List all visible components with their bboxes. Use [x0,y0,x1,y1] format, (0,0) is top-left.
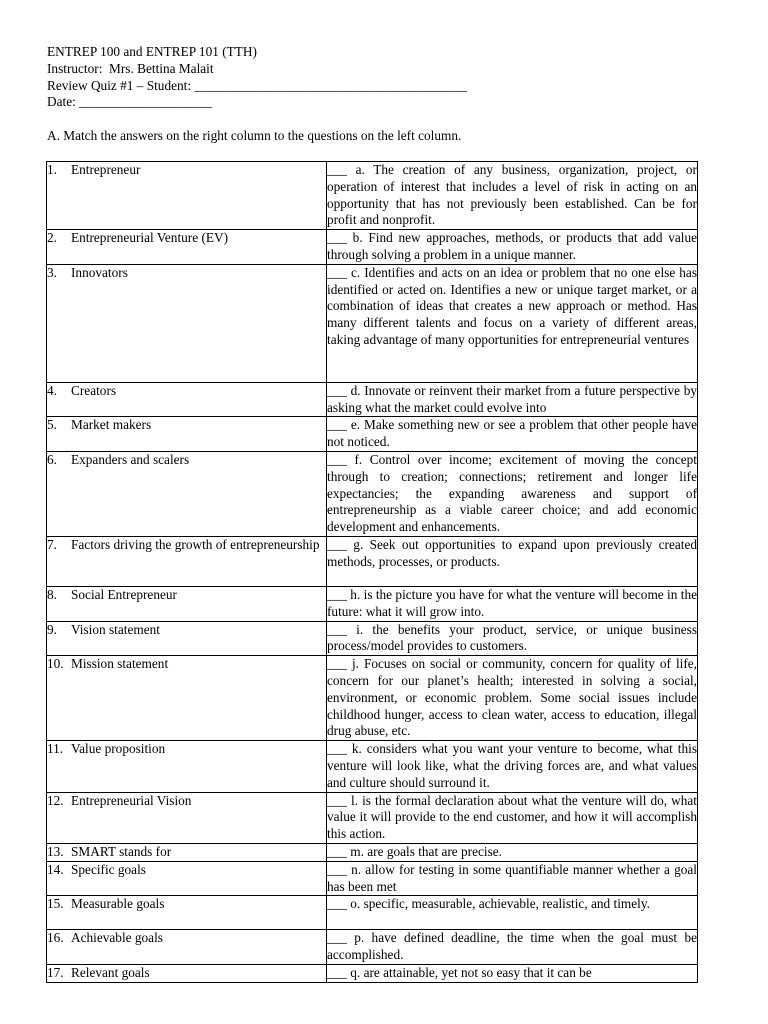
question-number: 17. [47,964,64,980]
question-cell [47,451,327,536]
answer-cell: ___ n. allow for testing in some quantifiable manner whether a goal has been met [327,861,698,896]
table-row [47,162,698,230]
question-cell [47,382,327,417]
question-item [47,793,326,810]
question-item [47,230,326,247]
question-item [47,741,326,758]
question-cell [47,792,327,843]
instructions: A. Match the answers on the right column to the questions on the left column. [47,128,462,143]
question-number: 7. [47,536,57,552]
question-cell [47,741,327,792]
question-item [47,862,326,879]
question-term: Social Entrepreneur [71,586,177,602]
course-title: ENTREP 100 and ENTREP 101 (TTH) [47,44,257,59]
answer-cell: ___ q. are attainable, yet not so easy that it can be [327,964,698,982]
question-cell [47,536,327,586]
answer-cell: ___ e. Make something new or see a problem that other people have not noticed. [327,417,698,452]
question-term: Factors driving the growth of entrepreneurship [71,536,320,552]
question-number: 12. [47,792,64,808]
question-term: Specific goals [71,861,146,877]
answer-cell: ___ l. is the formal declaration about what the venture will do, what value it will provide to the end customer, and how it will accomplish this action. [327,792,698,843]
question-term: Expanders and scalers [71,451,190,467]
answer-cell: ___ o. specific, measurable, achievable, realistic, and timely. [327,896,698,930]
question-item [47,587,326,604]
question-item [47,383,326,400]
table-row [47,536,698,586]
question-term: Market makers [71,417,152,433]
question-number: 1. [47,162,57,177]
table-row [47,656,698,741]
question-item [47,265,326,282]
answer-cell: ___ f. Control over income; excitement of moving the concept through to creation; connections; retirement and longer life expectancies; the expanding awareness and support of entrepreneurship as a viable career choice; and add economic development and enhancements. [327,451,698,536]
question-term: Relevant goals [71,964,150,980]
table-row [47,230,698,265]
table-row [47,586,698,621]
question-number: 10. [47,656,64,672]
question-number: 4. [47,382,57,398]
table-row [47,792,698,843]
question-number: 6. [47,451,57,467]
document-header [47,44,467,111]
answer-cell: ___ m. are goals that are precise. [327,843,698,861]
table-row [47,621,698,656]
answer-cell: ___ a. The creation of any business, organization, project, or operation of interest that includes a level of risk in acting on an opportunity that has not previously been established. Can be for profit and nonprofit. [327,162,698,230]
table-row [47,741,698,792]
question-cell [47,656,327,741]
instructor-line: Instructor: Mrs. Bettina Malait [47,60,214,76]
question-number: 13. [47,843,64,859]
question-item [47,930,326,947]
question-number: 15. [47,896,64,912]
question-item [47,622,326,639]
question-item [47,844,326,861]
question-cell [47,930,327,965]
question-term: Mission statement [71,656,169,672]
question-item [47,896,326,913]
question-item [47,452,326,469]
answer-cell: ___ b. Find new approaches, methods, or products that add value through solving a problem in a unique manner. [327,230,698,265]
question-number: 8. [47,586,57,602]
table-row [47,964,698,982]
student-line: Review Quiz #1 – Student: _________________________________________ [47,77,467,93]
question-item [47,417,326,434]
question-item [47,965,326,982]
table-row [47,451,698,536]
question-term: Innovators [71,264,128,280]
table-row [47,861,698,896]
question-term: Measurable goals [71,896,165,912]
question-number: 16. [47,930,64,946]
question-number: 5. [47,417,57,433]
question-term: Vision statement [71,621,160,637]
question-cell [47,264,327,382]
question-cell [47,843,327,861]
question-item [47,537,326,554]
question-cell [47,417,327,452]
date-line: Date: ____________________ [47,94,213,110]
question-number: 3. [47,264,57,280]
answer-cell: ___ g. Seek out opportunities to expand upon previously created methods, processes, or products. [327,536,698,586]
question-number: 11. [47,741,64,757]
question-number: 14. [47,861,64,877]
table-row [47,896,698,930]
answer-cell: ___ j. Focuses on social or community, concern for quality of life, concern for our planet’s health; interested in solving a social, environment, or economic problem. Some social issues include childhood hunger, access to clean water, access to education, illegal drug abuse, etc. [327,656,698,741]
question-cell [47,162,327,230]
table-row [47,930,698,965]
question-cell [47,621,327,656]
question-cell [47,896,327,930]
question-term: Entrepreneur [71,162,141,177]
answer-cell: ___ c. Identifies and acts on an idea or problem that no one else has identified or acted on. Identifies a new or unique target market, or a combination of ideas that creates a new approach or method. Has many different talents and focus on a variety of different areas, taking advantage of many opportunities for entrepreneurial ventures [327,264,698,382]
question-number: 9. [47,621,57,637]
question-cell [47,586,327,621]
table-row [47,417,698,452]
table-row [47,843,698,861]
question-term: Entrepreneurial Vision [71,792,192,808]
answer-cell: ___ k. considers what you want your venture to become, what this venture will look like, what the driving forces are, and what values and culture should surround it. [327,741,698,792]
answer-cell: ___ p. have defined deadline, the time when the goal must be accomplished. [327,930,698,965]
table-row [47,264,698,382]
question-item [47,162,326,179]
question-term: SMART stands for [71,843,172,859]
answer-cell: ___ d. Innovate or reinvent their market from a future perspective by asking what the market could evolve into [327,382,698,417]
question-cell [47,964,327,982]
table-row [47,382,698,417]
question-term: Achievable goals [71,930,163,946]
answer-cell: ___ h. is the picture you have for what the venture will become in the future: what it will grow into. [327,586,698,621]
question-cell [47,861,327,896]
question-term: Entrepreneurial Venture (EV) [71,230,229,246]
question-term: Creators [71,382,117,398]
answer-cell: ___ i. the benefits your product, service, or unique business process/model provides to customers. [327,621,698,656]
question-cell [47,230,327,265]
question-item [47,656,326,673]
question-term: Value proposition [71,741,166,757]
matching-table-body [47,162,698,983]
matching-table [46,161,698,983]
question-number: 2. [47,230,57,246]
